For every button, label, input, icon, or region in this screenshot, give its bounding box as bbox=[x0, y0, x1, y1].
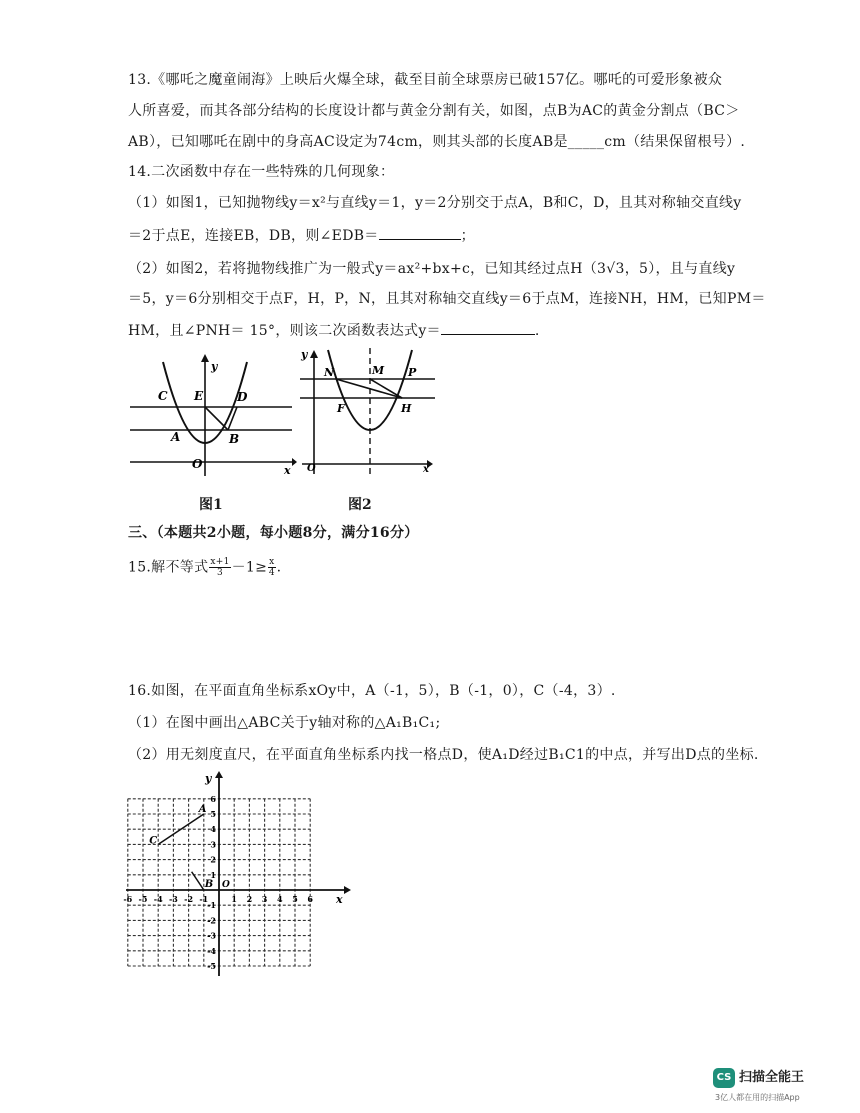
scanner-logo-icon: CS bbox=[713, 1068, 735, 1088]
scanner-subtitle: 3亿人都在用的扫描App bbox=[715, 1093, 800, 1102]
x-tick-label: 6 bbox=[307, 894, 313, 904]
fraction-denominator: 4 bbox=[268, 568, 275, 578]
q14-part2-text-a: （2）如图2，若将抛物线推广为一般式y＝ax²+bx+c，已知其经过点H（ bbox=[128, 261, 598, 277]
fig2-label-H: H bbox=[401, 402, 412, 415]
q14-part2-line2: ＝5，y＝6分别相交于点F，H，P，N，且其对称轴交直线y＝6于点M，连接NH，HM，已知PM＝ bbox=[128, 291, 766, 307]
q16-line3: （2）用无刻度直尺，在平面直角坐标系内找一格点D，使A₁D经过B₁C1的中点，并写出D点的坐标. bbox=[128, 747, 759, 763]
y-tick-label: -3 bbox=[207, 930, 216, 941]
q16-line1: 16.如图，在平面直角坐标系xOy中，A（-1，5），B（-1，0），C（-4，3）. bbox=[128, 683, 616, 699]
grid-axis-label-x: x bbox=[336, 893, 343, 906]
fig2-label-O: O bbox=[307, 463, 316, 474]
fraction-denominator: 3 bbox=[216, 568, 224, 578]
fig1-label-D: D bbox=[237, 390, 248, 404]
x-tick-label: -2 bbox=[184, 894, 194, 904]
point-A-label: A bbox=[198, 804, 207, 815]
figure-2 bbox=[297, 346, 437, 478]
fig1-label-E: E bbox=[194, 389, 204, 403]
q15-line bbox=[128, 557, 281, 578]
x-tick-label: 1 bbox=[231, 894, 237, 904]
y-tick-label: -5 bbox=[207, 961, 216, 971]
q14-part2-text-c: HM，且∠PNH＝ 15°，则该二次函数表达式y＝ bbox=[128, 323, 441, 339]
sqrt-value: 3√3 bbox=[597, 261, 625, 277]
x-axis-arrow bbox=[344, 886, 351, 894]
x-tick-label: 2 bbox=[246, 894, 253, 904]
x-tick-label: 3 bbox=[261, 894, 268, 904]
grid-origin-label: O bbox=[222, 880, 230, 890]
q14-part1-end: ； bbox=[460, 228, 475, 244]
q16-line2: （1）在图中画出△ABC关于y轴对称的△A₁B₁C₁; bbox=[128, 715, 441, 731]
x-tick-label: 4 bbox=[277, 894, 283, 904]
q14-part2-line3 bbox=[128, 320, 540, 340]
fig2-label-F: F bbox=[337, 402, 345, 415]
q14-part1-line2 bbox=[128, 225, 475, 245]
figure-1 bbox=[125, 350, 297, 480]
scanner-title: 扫描全能王 bbox=[739, 1070, 805, 1085]
x-tick-label: 5 bbox=[292, 894, 298, 904]
fig1-label-x: x bbox=[284, 464, 291, 477]
point-B-label: B bbox=[204, 879, 214, 890]
y-tick-label: 6 bbox=[210, 793, 216, 804]
y-tick-label: 2 bbox=[210, 854, 216, 865]
x-tick-label: -1 bbox=[199, 894, 209, 904]
fig1-label-O: O bbox=[192, 457, 203, 471]
fig2-label-x: x bbox=[423, 464, 429, 475]
fig2-label-N: N bbox=[324, 366, 335, 379]
fig1-label-C: C bbox=[158, 389, 168, 403]
fraction-numerator: x bbox=[269, 557, 275, 567]
coordinate-grid bbox=[122, 770, 352, 980]
figure-1-caption: 图1 bbox=[199, 497, 223, 513]
x-tick-label: -3 bbox=[168, 894, 178, 904]
y-tick-label: 4 bbox=[210, 824, 216, 835]
q13-line1: 13.《哪吒之魔童闹海》上映后火爆全球，截至目前全球票房已破157亿。哪吒的可爱形象被众 bbox=[128, 72, 723, 88]
fig1-label-y: y bbox=[211, 360, 218, 373]
x-tick-label: -6 bbox=[123, 894, 133, 904]
fraction-x-plus-1-over-3 bbox=[209, 557, 230, 578]
q14-part1-line1: （1）如图1，已知抛物线y＝x²与直线y＝1，y＝2分别交于点A，B和C，D，且其对称轴交直线y bbox=[128, 195, 742, 211]
figure-2-caption: 图2 bbox=[348, 497, 372, 513]
y-tick-label: 3 bbox=[210, 839, 216, 850]
q14-title: 14.二次函数中存在一些特殊的几何现象： bbox=[128, 164, 395, 180]
fig1-label-A: A bbox=[171, 430, 181, 444]
fraction-numerator: x+1 bbox=[210, 557, 230, 567]
section-heading: 三、（本题共2小题，每小题8分，满分16分） bbox=[128, 525, 419, 541]
y-tick-label: -1 bbox=[207, 900, 216, 911]
q15-middle: －1≥ bbox=[231, 559, 268, 576]
segment-CB-partial bbox=[192, 872, 204, 890]
fig2-label-M: M bbox=[372, 364, 385, 377]
q14-part1-text: ＝2于点E，连接EB，DB，则∠EDB＝ bbox=[128, 228, 379, 244]
y-axis-arrow bbox=[215, 771, 223, 778]
q14-part2-line1 bbox=[128, 260, 735, 278]
grid-axis-label-y: y bbox=[205, 772, 212, 785]
q13-line2: 人所喜爱，而其各部分结构的长度设计都与黄金分割有关，如图，点B为AC的黄金分割点（BC＞ bbox=[128, 103, 740, 119]
x-tick-label: -5 bbox=[138, 894, 148, 904]
fig2-label-P: P bbox=[408, 366, 417, 379]
fig2-label-y: y bbox=[301, 348, 308, 361]
y-tick-label: 1 bbox=[210, 869, 216, 880]
fraction-x-over-4 bbox=[268, 557, 275, 578]
x-tick-label: -4 bbox=[153, 894, 163, 904]
point-C-label: C bbox=[149, 835, 158, 847]
fig1-label-B: B bbox=[229, 432, 240, 446]
y-tick-label: -4 bbox=[207, 945, 216, 956]
q15-suffix: . bbox=[276, 559, 282, 576]
q15-prefix: 15.解不等式 bbox=[128, 559, 209, 576]
answer-blank bbox=[441, 320, 535, 335]
y-tick-label: -2 bbox=[207, 915, 216, 926]
q14-part2-text-b: ，5），且与直线y bbox=[624, 261, 736, 277]
answer-blank bbox=[379, 225, 461, 240]
y-tick-label: 5 bbox=[210, 809, 216, 819]
q14-part2-end: . bbox=[534, 323, 540, 339]
q13-line3: AB），已知哪吒在剧中的身高AC设定为74cm，则其头部的长度AB是_____cm（结果保留根号）. bbox=[128, 134, 746, 150]
